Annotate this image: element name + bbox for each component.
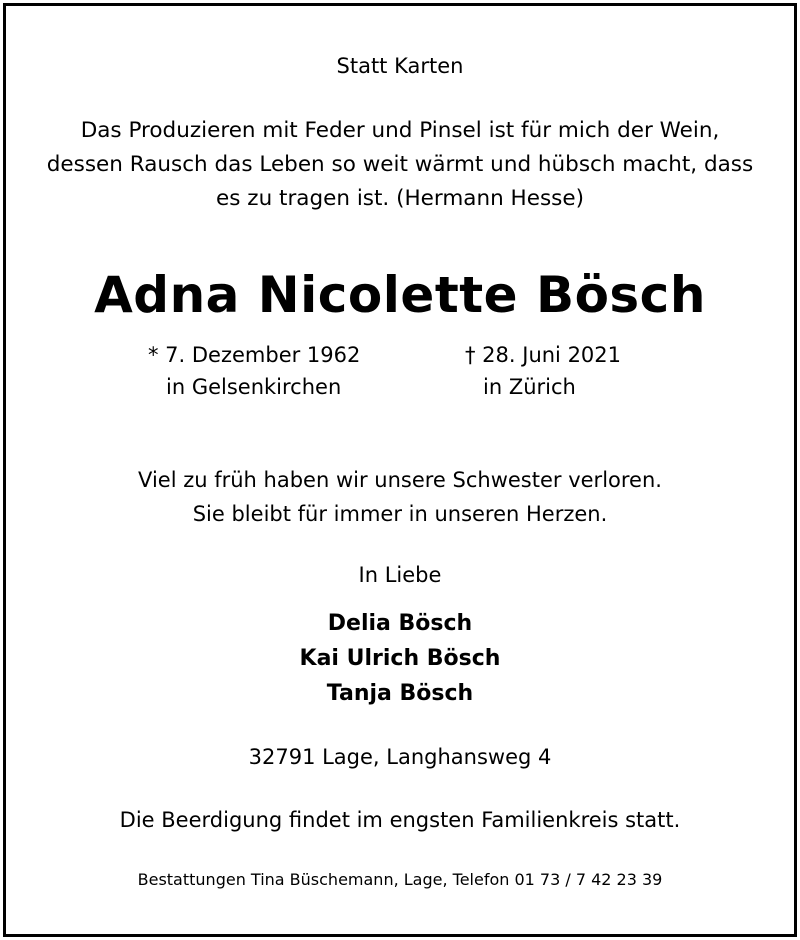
header-text: Statt Karten bbox=[336, 54, 464, 78]
funeral-note: Die Beerdigung findet im engsten Familienkreis statt. bbox=[119, 808, 681, 832]
message-line-2: Sie bleibt für immer in unseren Herzen. bbox=[192, 502, 608, 526]
address: 32791 Lage, Langhansweg 4 bbox=[248, 745, 552, 769]
mourner-name: Tanja Bösch bbox=[326, 681, 474, 706]
footer-undertaker: Bestattungen Tina Büschemann, Lage, Telefon 01 73 / 7 42 23 39 bbox=[137, 870, 663, 889]
death-date: † 28. Juni 2021 bbox=[465, 343, 622, 367]
death-place: in Zürich bbox=[483, 375, 576, 399]
quote-line-1: Das Produzieren mit Feder und Pinsel ist für mich der Wein, bbox=[80, 118, 720, 143]
birth-place: in Gelsenkirchen bbox=[166, 375, 342, 399]
birth-date: * 7. Dezember 1962 bbox=[148, 343, 361, 367]
message-line-1: Viel zu früh haben wir unsere Schwester verloren. bbox=[138, 468, 662, 492]
quote-line-3: es zu tragen ist. (Hermann Hesse) bbox=[216, 186, 584, 211]
mourner-name: Delia Bösch bbox=[327, 611, 473, 636]
mourner-name: Kai Ulrich Bösch bbox=[299, 646, 501, 671]
deceased-name: Adna Nicolette Bösch bbox=[94, 266, 706, 324]
closing-text: In Liebe bbox=[358, 563, 442, 587]
quote-line-2: dessen Rausch das Leben so weit wärmt und hübsch macht, dass bbox=[46, 152, 754, 177]
